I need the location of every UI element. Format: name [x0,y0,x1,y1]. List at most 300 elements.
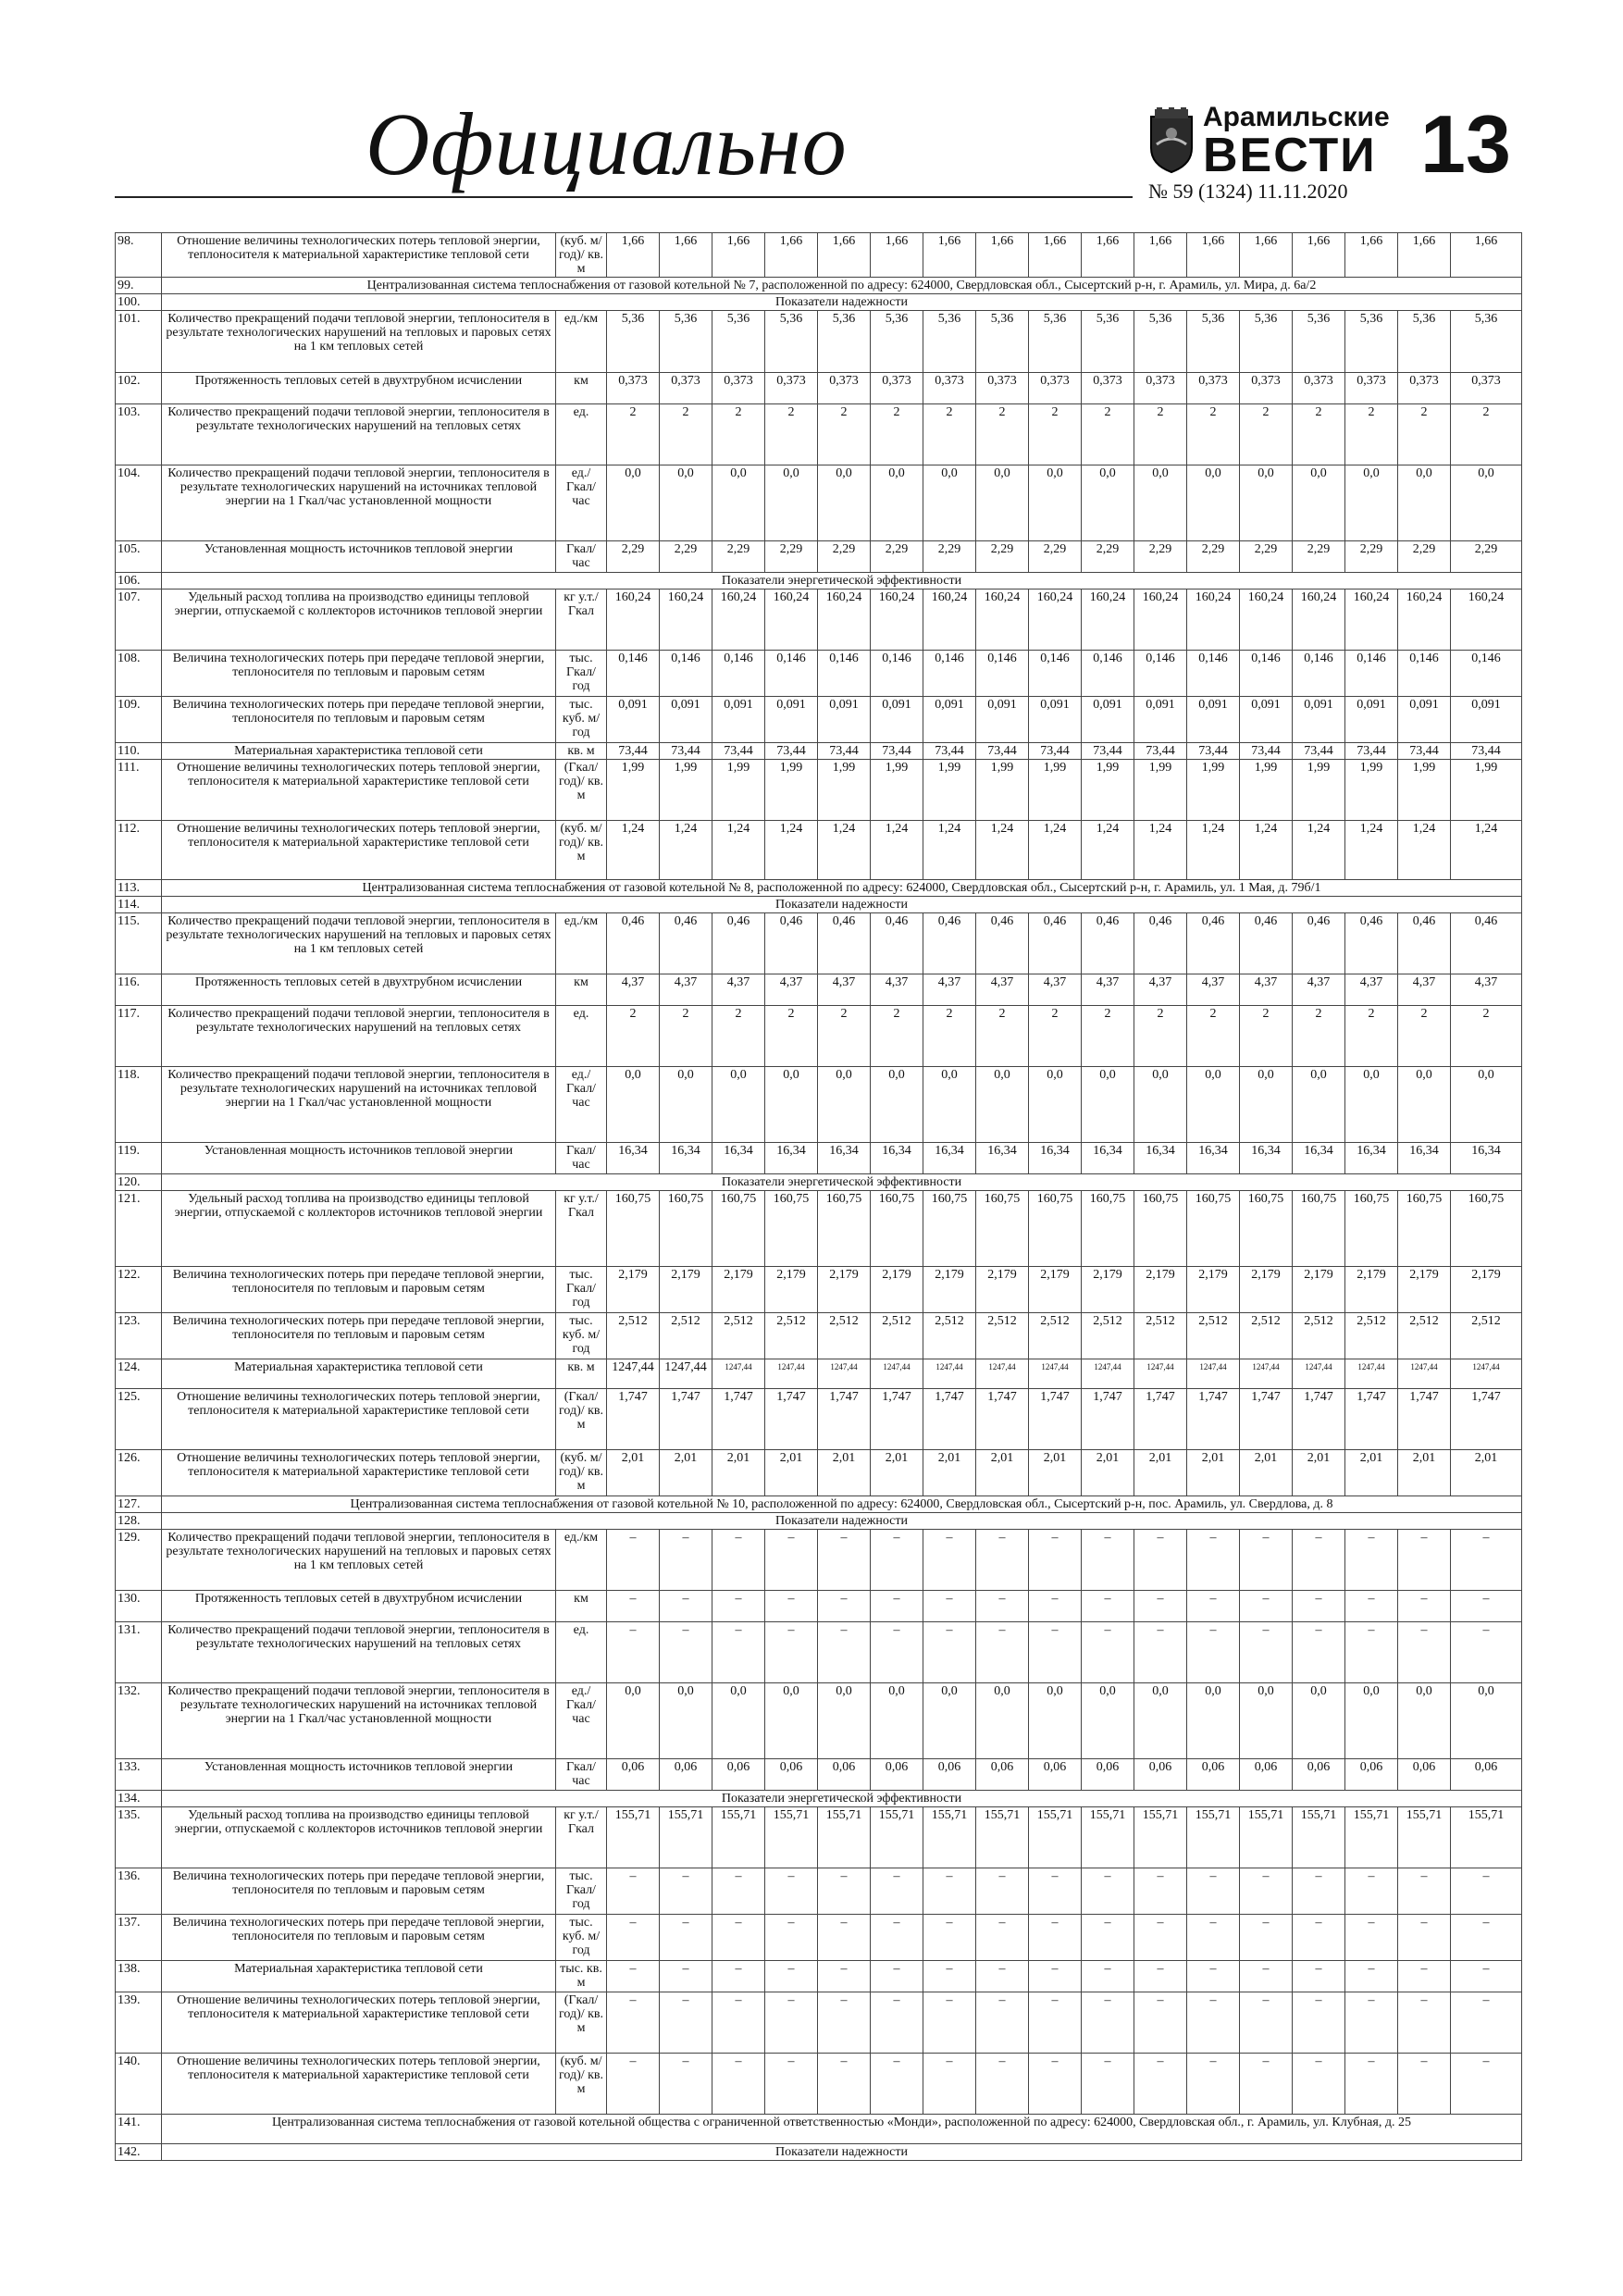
table-row [116,974,1522,1006]
value-cell: 0,0 [660,1683,712,1759]
unit-cell: тыс. Гкал/ год [556,1267,607,1313]
row-number: 120. [116,1174,162,1191]
value-cell: 2,29 [923,541,976,573]
value-cell: 1,24 [1451,821,1522,880]
unit-cell: кв. м [556,1359,607,1389]
value-cell: 4,37 [1187,974,1240,1006]
value-cell: 0,06 [818,1759,871,1791]
value-cell: 16,34 [818,1143,871,1174]
indicator-name: Протяженность тепловых сетей в двухтрубном исчислении [162,1591,556,1622]
value-cell: 0,06 [765,1759,818,1791]
value-cell: 0,0 [765,465,818,541]
value-cell: 5,36 [1451,311,1522,373]
value-cell: 0,373 [1240,373,1293,404]
row-number: 126. [116,1450,162,1496]
value-cell: – [712,1868,765,1915]
value-cell: – [1134,1622,1187,1683]
value-cell: 0,0 [607,1683,660,1759]
table-body [116,233,1522,2161]
value-cell: 1,66 [765,233,818,278]
value-cell: 1,99 [712,760,765,821]
row-number: 119. [116,1143,162,1174]
indicator-name: Количество прекращений подачи тепловой энергии, теплоносителя в результате технологических нарушений на тепловых сетях [162,1006,556,1067]
table-row [116,1143,1522,1174]
value-cell: – [1029,1915,1082,1961]
value-cell: 2,01 [607,1450,660,1496]
value-cell: – [818,1961,871,1992]
value-cell: – [765,1961,818,1992]
value-cell: 0,0 [1398,1067,1451,1143]
value-cell: – [923,1530,976,1591]
indicators-table [115,232,1522,2161]
value-cell: 160,75 [1240,1191,1293,1267]
value-cell: 0,0 [976,1683,1029,1759]
row-number: 115. [116,913,162,974]
value-cell: 0,0 [1082,465,1134,541]
value-cell: 1247,44 [1398,1359,1451,1389]
indicator-name: Величина технологических потерь при передаче тепловой энергии, теплоносителя по тепловым и паровым сетям [162,1267,556,1313]
value-cell: 2,29 [607,541,660,573]
row-number: 105. [116,541,162,573]
row-number: 140. [116,2054,162,2115]
value-cell: – [871,1992,923,2054]
value-cell: 1,99 [765,760,818,821]
table-row [116,1807,1522,1868]
value-cell: 0,373 [1187,373,1240,404]
value-cell: 1,99 [1398,760,1451,821]
row-number: 131. [116,1622,162,1683]
value-cell: – [1082,1868,1134,1915]
table-row [116,760,1522,821]
value-cell: – [976,1591,1029,1622]
value-cell: – [1029,1530,1082,1591]
table-row [116,1450,1522,1496]
value-cell: 160,24 [1451,590,1522,651]
value-cell: 0,0 [818,465,871,541]
value-cell: 1,66 [1345,233,1398,278]
row-number: 138. [116,1961,162,1992]
value-cell: 1,99 [1240,760,1293,821]
value-cell: 5,36 [923,311,976,373]
value-cell: 2,512 [1345,1313,1398,1359]
indicator-name: Количество прекращений подачи тепловой энергии, теплоносителя в результате технологических нарушений на тепловых и паровых сетях на 1 км тепловых сетей [162,913,556,974]
unit-cell: тыс. кв. м [556,1961,607,1992]
value-cell: 160,24 [1082,590,1134,651]
value-cell: 2 [1240,1006,1293,1067]
value-cell: 0,06 [1345,1759,1398,1791]
value-cell: 0,0 [1240,465,1293,541]
value-cell: 2 [1451,1006,1522,1067]
value-cell: – [660,1992,712,2054]
value-cell: 2,29 [712,541,765,573]
table-row [116,1759,1522,1791]
table-row [116,233,1522,278]
value-cell: 2 [818,1006,871,1067]
value-cell: 0,373 [818,373,871,404]
value-cell: 160,75 [818,1191,871,1267]
value-cell: – [1029,2054,1082,2115]
row-number: 104. [116,465,162,541]
value-cell: 0,0 [1451,1067,1522,1143]
value-cell: 1,747 [1082,1389,1134,1450]
table-row [116,880,1522,897]
unit-cell: ед./км [556,1530,607,1591]
value-cell: 0,0 [1134,1683,1187,1759]
indicator-name: Отношение величины технологических потерь тепловой энергии, теплоносителя к материальной характеристике тепловой сети [162,233,556,278]
value-cell: 2 [923,1006,976,1067]
value-cell: 0,0 [712,465,765,541]
value-cell: 0,06 [712,1759,765,1791]
value-cell: 0,0 [871,1683,923,1759]
indicator-name: Величина технологических потерь при передаче тепловой энергии, теплоносителя по тепловым и паровым сетям [162,697,556,743]
unit-cell: км [556,1591,607,1622]
table-row [116,743,1522,760]
value-cell: 1247,44 [923,1359,976,1389]
table-row [116,311,1522,373]
value-cell: 2 [976,404,1029,465]
value-cell: 2 [1082,1006,1134,1067]
value-cell: 160,75 [1082,1191,1134,1267]
value-cell: – [1293,1915,1345,1961]
value-cell: 73,44 [1451,743,1522,760]
value-cell: 2,29 [871,541,923,573]
value-cell: 0,46 [607,913,660,974]
value-cell: 2,29 [1134,541,1187,573]
value-cell: – [1134,1992,1187,2054]
value-cell: – [1187,2054,1240,2115]
value-cell: 2,512 [976,1313,1029,1359]
value-cell: 0,373 [607,373,660,404]
value-cell: 2 [1398,1006,1451,1067]
value-cell: – [765,1622,818,1683]
value-cell: 0,373 [1345,373,1398,404]
value-cell: 0,0 [1187,1683,1240,1759]
value-cell: 0,091 [765,697,818,743]
indicator-name: Материальная характеристика тепловой сети [162,743,556,760]
value-cell: 5,36 [1134,311,1187,373]
value-cell: 0,146 [765,651,818,697]
value-cell: – [1451,1992,1522,2054]
table-row [116,1267,1522,1313]
value-cell: 0,146 [923,651,976,697]
value-cell: 5,36 [712,311,765,373]
value-cell: 2 [712,1006,765,1067]
value-cell: 1,99 [1187,760,1240,821]
value-cell: 1,24 [607,821,660,880]
value-cell: 4,37 [818,974,871,1006]
value-cell: 0,0 [871,1067,923,1143]
value-cell: 0,0 [765,1683,818,1759]
value-cell: – [1240,1530,1293,1591]
indicator-name: Удельный расход топлива на производство единицы тепловой энергии, отпускаемой с коллекторов источников тепловой энергии [162,1807,556,1868]
value-cell: 0,0 [1029,1067,1082,1143]
value-cell: 2 [1345,1006,1398,1067]
value-cell: 0,146 [818,651,871,697]
value-cell: – [765,2054,818,2115]
unit-cell: кг у.т./ Гкал [556,1191,607,1267]
value-cell: – [765,1530,818,1591]
value-cell: 0,091 [660,697,712,743]
value-cell: 0,373 [1293,373,1345,404]
value-cell: 1,747 [1345,1389,1398,1450]
table-row [116,373,1522,404]
row-number: 100. [116,294,162,311]
value-cell: 0,373 [1029,373,1082,404]
value-cell: 0,0 [1029,1683,1082,1759]
value-cell: – [1029,1868,1082,1915]
value-cell: – [1187,1591,1240,1622]
value-cell: – [1345,1915,1398,1961]
table-row [116,2144,1522,2161]
value-cell: – [923,1992,976,2054]
value-cell: 0,091 [1029,697,1082,743]
value-cell: – [1082,2054,1134,2115]
unit-cell: кв. м [556,743,607,760]
unit-cell: (Гкал/ год)/ кв. м [556,1992,607,2054]
indicator-name: Установленная мощность источников тепловой энергии [162,1143,556,1174]
value-cell: 0,091 [1293,697,1345,743]
value-cell: 0,06 [976,1759,1029,1791]
value-cell: 155,71 [1398,1807,1451,1868]
unit-cell: ед. [556,404,607,465]
value-cell: 0,0 [1451,1683,1522,1759]
value-cell: 2 [1134,404,1187,465]
row-number: 127. [116,1496,162,1513]
brand-main-text: ВЕСТИ [1203,129,1377,182]
value-cell: – [976,1622,1029,1683]
value-cell: 2,01 [1451,1450,1522,1496]
value-cell: 160,75 [1134,1191,1187,1267]
indicator-name: Величина технологических потерь при передаче тепловой энергии, теплоносителя по тепловым и паровым сетям [162,651,556,697]
indicator-name: Количество прекращений подачи тепловой энергии, теплоносителя в результате технологических нарушений на источниках тепловой энергии на 1 Гкал/час установленной мощности [162,465,556,541]
value-cell: 2,512 [1398,1313,1451,1359]
row-number: 98. [116,233,162,278]
value-cell: 2 [1187,404,1240,465]
value-cell: 0,06 [871,1759,923,1791]
section-heading: Централизованная система теплоснабжения от газовой котельной № 7, расположенной по адресу: 624000, Свердловская обл., Сысертский р-н, г. Арамиль, ул. Мира, д. 6а/2 [162,278,1522,294]
value-cell: 0,0 [976,465,1029,541]
table-row [116,541,1522,573]
value-cell: 0,46 [923,913,976,974]
table-row [116,697,1522,743]
value-cell: 1,66 [712,233,765,278]
value-cell: – [1134,1530,1187,1591]
value-cell: 1,747 [1451,1389,1522,1450]
value-cell: 0,06 [923,1759,976,1791]
unit-cell: Гкал/ час [556,541,607,573]
unit-cell: тыс. Гкал/ год [556,651,607,697]
value-cell: 1,24 [1398,821,1451,880]
unit-cell: кг у.т./ Гкал [556,1807,607,1868]
value-cell: – [1451,2054,1522,2115]
value-cell: 0,06 [1082,1759,1134,1791]
value-cell: 2,512 [712,1313,765,1359]
indicator-name: Величина технологических потерь при передаче тепловой энергии, теплоносителя по тепловым и паровым сетям [162,1313,556,1359]
value-cell: – [660,1530,712,1591]
value-cell: 16,34 [1345,1143,1398,1174]
value-cell: 0,0 [765,1067,818,1143]
value-cell: 73,44 [607,743,660,760]
value-cell: 1,747 [1398,1389,1451,1450]
value-cell: 73,44 [660,743,712,760]
value-cell: 0,06 [660,1759,712,1791]
value-cell: 0,091 [1451,697,1522,743]
value-cell: 2,01 [976,1450,1029,1496]
value-cell: 16,34 [1398,1143,1451,1174]
value-cell: 0,46 [1398,913,1451,974]
value-cell: 0,146 [1082,651,1134,697]
value-cell: 155,71 [1293,1807,1345,1868]
value-cell: 1,24 [818,821,871,880]
value-cell: 2,512 [1451,1313,1522,1359]
row-number: 132. [116,1683,162,1759]
section-heading: Показатели надежности [162,1513,1522,1530]
value-cell: 160,24 [1293,590,1345,651]
value-cell: – [660,2054,712,2115]
value-cell: 1,99 [1082,760,1134,821]
value-cell: 1,24 [923,821,976,880]
row-number: 141. [116,2115,162,2144]
value-cell: 73,44 [1187,743,1240,760]
value-cell: – [923,1915,976,1961]
row-number: 125. [116,1389,162,1450]
value-cell: – [607,1961,660,1992]
value-cell: – [1082,1961,1134,1992]
value-cell: 0,0 [712,1683,765,1759]
row-number: 112. [116,821,162,880]
value-cell: 0,46 [1451,913,1522,974]
value-cell: 2 [818,404,871,465]
value-cell: – [660,1961,712,1992]
value-cell: 0,091 [1187,697,1240,743]
row-number: 122. [116,1267,162,1313]
value-cell: 2,29 [1398,541,1451,573]
value-cell: – [976,1530,1029,1591]
unit-cell: тыс. куб. м/ год [556,1313,607,1359]
value-cell: 0,091 [712,697,765,743]
value-cell: – [1345,1530,1398,1591]
value-cell: 0,091 [1398,697,1451,743]
value-cell: 2 [712,404,765,465]
value-cell: 2,29 [1029,541,1082,573]
table-row [116,1915,1522,1961]
value-cell: 0,06 [1451,1759,1522,1791]
value-cell: 2,179 [712,1267,765,1313]
value-cell: 73,44 [976,743,1029,760]
value-cell: 4,37 [923,974,976,1006]
value-cell: 160,24 [976,590,1029,651]
value-cell: 1,99 [923,760,976,821]
row-number: 111. [116,760,162,821]
indicator-name: Материальная характеристика тепловой сети [162,1359,556,1389]
value-cell: 1,24 [1134,821,1187,880]
value-cell: 1,99 [1345,760,1398,821]
value-cell: 2,179 [1187,1267,1240,1313]
unit-cell: (Гкал/ год)/ кв. м [556,1389,607,1450]
value-cell: – [660,1868,712,1915]
value-cell: 2 [871,404,923,465]
value-cell: 2 [1293,404,1345,465]
table-row [116,465,1522,541]
value-cell: 0,46 [1029,913,1082,974]
value-cell: – [1398,1622,1451,1683]
indicator-name: Величина технологических потерь при передаче тепловой энергии, теплоносителя по тепловым и паровым сетям [162,1868,556,1915]
value-cell: 0,06 [1134,1759,1187,1791]
value-cell: 160,75 [712,1191,765,1267]
value-cell: 16,34 [1134,1143,1187,1174]
row-number: 117. [116,1006,162,1067]
row-number: 128. [116,1513,162,1530]
value-cell: 2,01 [1293,1450,1345,1496]
value-cell: 0,46 [818,913,871,974]
indicator-name: Количество прекращений подачи тепловой энергии, теплоносителя в результате технологических нарушений на тепловых и паровых сетях на 1 км тепловых сетей [162,1530,556,1591]
indicator-name: Удельный расход топлива на производство единицы тепловой энергии, отпускаемой с коллекторов источников тепловой энергии [162,1191,556,1267]
value-cell: – [660,1622,712,1683]
table-row [116,897,1522,913]
table-row [116,278,1522,294]
value-cell: – [818,1591,871,1622]
value-cell: 0,146 [1029,651,1082,697]
value-cell: – [1082,1992,1134,2054]
value-cell: 2,512 [1240,1313,1293,1359]
value-cell: 2,179 [1240,1267,1293,1313]
value-cell: 2,01 [1187,1450,1240,1496]
value-cell: – [1293,1530,1345,1591]
value-cell: 5,36 [660,311,712,373]
value-cell: 73,44 [1134,743,1187,760]
value-cell: 2 [660,404,712,465]
value-cell: 2,512 [871,1313,923,1359]
value-cell: 0,373 [660,373,712,404]
value-cell: 2,179 [976,1267,1029,1313]
table-row [116,1961,1522,1992]
value-cell: – [1134,1915,1187,1961]
value-cell: 16,34 [1082,1143,1134,1174]
value-cell: – [765,1868,818,1915]
value-cell: 0,373 [923,373,976,404]
value-cell: – [1293,1961,1345,1992]
value-cell: – [712,1961,765,1992]
value-cell: 4,37 [712,974,765,1006]
value-cell: – [765,1591,818,1622]
value-cell: 155,71 [1240,1807,1293,1868]
value-cell: – [871,1591,923,1622]
value-cell: – [1187,1992,1240,2054]
value-cell: 5,36 [765,311,818,373]
value-cell: 2,512 [607,1313,660,1359]
value-cell: – [1451,1961,1522,1992]
section-heading: Показатели надежности [162,294,1522,311]
value-cell: 1,66 [607,233,660,278]
value-cell: 1,24 [1293,821,1345,880]
unit-cell: (куб. м/ год)/ кв. м [556,233,607,278]
value-cell: 1,24 [1029,821,1082,880]
row-number: 133. [116,1759,162,1791]
value-cell: – [1240,1961,1293,1992]
value-cell: 16,34 [923,1143,976,1174]
indicator-name: Материальная характеристика тепловой сети [162,1961,556,1992]
value-cell: 5,36 [1082,311,1134,373]
value-cell: 0,0 [818,1683,871,1759]
value-cell: – [976,1868,1029,1915]
value-cell: 73,44 [818,743,871,760]
value-cell: 0,0 [1240,1067,1293,1143]
row-number: 99. [116,278,162,294]
value-cell: – [1187,1961,1240,1992]
unit-cell: тыс. куб. м/ год [556,697,607,743]
brand-top-text: Арамильские [1203,102,1390,132]
value-cell: 1,66 [660,233,712,278]
